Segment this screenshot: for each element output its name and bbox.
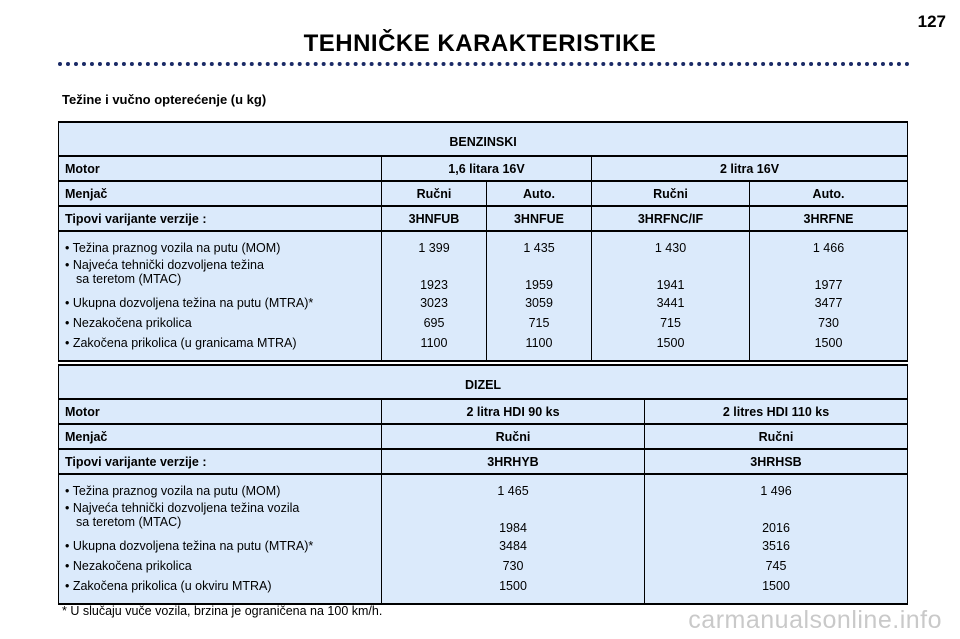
type-cell: 3HNFUB bbox=[382, 206, 487, 231]
motor-cell: 1,6 litara 16V bbox=[382, 156, 592, 181]
row-label: • Nezakočena prikolica bbox=[59, 313, 382, 333]
type-row bbox=[59, 206, 908, 231]
value-cell: 1 466 bbox=[750, 231, 908, 258]
row-label: • Ukupna dozvoljena težina na putu (MTRA)* bbox=[59, 536, 382, 556]
value-cell: 1 399 bbox=[382, 231, 487, 258]
table-row bbox=[59, 313, 908, 333]
value-cell: 3477 bbox=[750, 293, 908, 313]
value-cell: 715 bbox=[487, 313, 592, 333]
value-cell: 2016 bbox=[645, 501, 908, 536]
value-cell: 1500 bbox=[750, 333, 908, 361]
table-row bbox=[59, 258, 908, 293]
table-row bbox=[59, 333, 908, 361]
value-cell: 1 435 bbox=[487, 231, 592, 258]
table-row bbox=[59, 474, 908, 501]
table-row bbox=[59, 536, 908, 556]
value-cell: 715 bbox=[592, 313, 750, 333]
value-cell: 1 430 bbox=[592, 231, 750, 258]
gearbox-row bbox=[59, 181, 908, 206]
watermark: carmanualsonline.info bbox=[688, 606, 942, 634]
row-label-line2: sa teretom (MTAC) bbox=[76, 272, 182, 286]
motor-cell: 2 litra 16V bbox=[592, 156, 908, 181]
row-label: Motor bbox=[59, 399, 382, 424]
gearbox-cell: Ručni bbox=[382, 424, 645, 449]
table-row bbox=[59, 293, 908, 313]
gearbox-cell: Ručni bbox=[592, 181, 750, 206]
type-cell: 3HRFNC/IF bbox=[592, 206, 750, 231]
type-cell: 3HRHSB bbox=[645, 449, 908, 474]
row-label: Tipovi varijante verzije : bbox=[59, 206, 382, 231]
page-title: TEHNIČKE KARAKTERISTIKE bbox=[303, 30, 657, 57]
gearbox-cell: Ručni bbox=[382, 181, 487, 206]
value-cell: 1500 bbox=[382, 576, 645, 604]
table-row bbox=[59, 231, 908, 258]
row-label bbox=[59, 258, 382, 293]
petrol-specs-table bbox=[58, 121, 908, 362]
type-cell: 3HNFUE bbox=[487, 206, 592, 231]
row-label: • Zakočena prikolica (u okviru MTRA) bbox=[59, 576, 382, 604]
diesel-specs-table bbox=[58, 364, 908, 605]
row-label: Menjač bbox=[59, 424, 382, 449]
row-label: • Ukupna dozvoljena težina na putu (MTRA)* bbox=[59, 293, 382, 313]
dotted-divider bbox=[58, 62, 910, 66]
table-row bbox=[59, 556, 908, 576]
row-label: Motor bbox=[59, 156, 382, 181]
value-cell: 1500 bbox=[592, 333, 750, 361]
table-heading-row bbox=[59, 365, 908, 399]
value-cell: 3484 bbox=[382, 536, 645, 556]
value-cell: 3441 bbox=[592, 293, 750, 313]
value-cell: 1984 bbox=[382, 501, 645, 536]
row-label: • Nezakočena prikolica bbox=[59, 556, 382, 576]
row-label bbox=[59, 501, 382, 536]
value-cell: 3516 bbox=[645, 536, 908, 556]
table-row bbox=[59, 501, 908, 536]
gearbox-cell: Auto. bbox=[487, 181, 592, 206]
motor-row bbox=[59, 399, 908, 424]
page-number: 127 bbox=[917, 12, 946, 31]
table-heading: DIZEL bbox=[59, 365, 908, 399]
value-cell: 1959 bbox=[487, 258, 592, 293]
row-label-line1: • Najveća tehnički dozvoljena težina bbox=[65, 258, 264, 272]
value-cell: 1923 bbox=[382, 258, 487, 293]
gearbox-cell: Auto. bbox=[750, 181, 908, 206]
row-label-line1: • Najveća tehnički dozvoljena težina vozila bbox=[65, 501, 300, 515]
gearbox-row bbox=[59, 424, 908, 449]
value-cell: 1 496 bbox=[645, 474, 908, 501]
row-label: Tipovi varijante verzije : bbox=[59, 449, 382, 474]
value-cell: 3059 bbox=[487, 293, 592, 313]
row-label-line2: sa teretom (MTAC) bbox=[76, 515, 182, 529]
motor-cell: 2 litres HDI 110 ks bbox=[645, 399, 908, 424]
motor-cell: 2 litra HDI 90 ks bbox=[382, 399, 645, 424]
value-cell: 745 bbox=[645, 556, 908, 576]
value-cell: 1500 bbox=[645, 576, 908, 604]
value-cell: 1100 bbox=[487, 333, 592, 361]
row-label: • Zakočena prikolica (u granicama MTRA) bbox=[59, 333, 382, 361]
value-cell: 3023 bbox=[382, 293, 487, 313]
motor-row bbox=[59, 156, 908, 181]
value-cell: 695 bbox=[382, 313, 487, 333]
value-cell: 1977 bbox=[750, 258, 908, 293]
type-row bbox=[59, 449, 908, 474]
value-cell: 730 bbox=[382, 556, 645, 576]
value-cell: 1941 bbox=[592, 258, 750, 293]
footnote: * U slučaju vuče vozila, brzina je ograničena na 100 km/h. bbox=[62, 604, 383, 618]
type-cell: 3HRFNE bbox=[750, 206, 908, 231]
row-label: • Težina praznog vozila na putu (MOM) bbox=[59, 474, 382, 501]
value-cell: 1100 bbox=[382, 333, 487, 361]
gearbox-cell: Ručni bbox=[645, 424, 908, 449]
row-label: • Težina praznog vozila na putu (MOM) bbox=[59, 231, 382, 258]
table-heading: BENZINSKI bbox=[59, 122, 908, 156]
section-subtitle: Težine i vučno opterećenje (u kg) bbox=[62, 92, 267, 107]
value-cell: 1 465 bbox=[382, 474, 645, 501]
type-cell: 3HRHYB bbox=[382, 449, 645, 474]
table-row bbox=[59, 576, 908, 604]
table-heading-row bbox=[59, 122, 908, 156]
row-label: Menjač bbox=[59, 181, 382, 206]
value-cell: 730 bbox=[750, 313, 908, 333]
